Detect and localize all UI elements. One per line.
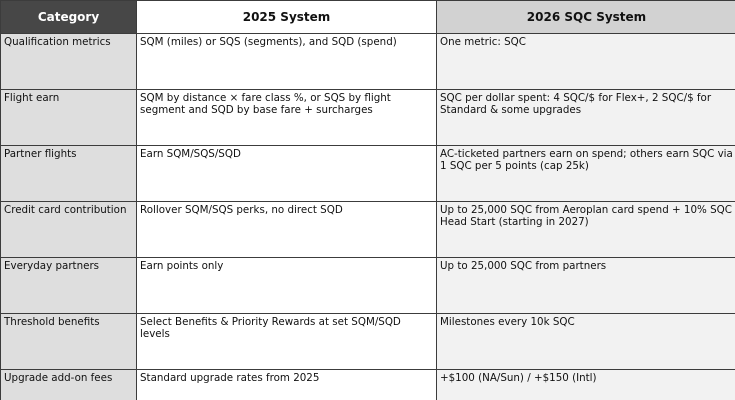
row-2026-value: Milestones every 10k SQC: [437, 314, 735, 370]
table-row: [1, 202, 735, 258]
row-category: Threshold benefits: [1, 314, 137, 370]
table-row: [1, 146, 735, 202]
table-row: [1, 258, 735, 314]
row-category: Credit card contribution: [1, 202, 137, 258]
header-2025-system: 2025 System: [137, 1, 437, 34]
row-category: Upgrade add-on fees: [1, 370, 137, 400]
row-2025-value: Earn SQM/SQS/SQD: [137, 146, 437, 202]
row-2025-value: SQM (miles) or SQS (segments), and SQD (spend): [137, 34, 437, 90]
table-row: [1, 34, 735, 90]
row-category: Partner flights: [1, 146, 137, 202]
row-2026-value: SQC per dollar spent: 4 SQC/$ for Flex+, 2 SQC/$ for Standard & some upgrades: [437, 90, 735, 146]
row-2026-value: One metric: SQC: [437, 34, 735, 90]
table-row: [1, 370, 735, 400]
row-2025-value: Rollover SQM/SQS perks, no direct SQD: [137, 202, 437, 258]
row-2026-value: Up to 25,000 SQC from partners: [437, 258, 735, 314]
row-2025-value: Select Benefits & Priority Rewards at set SQM/SQD levels: [137, 314, 437, 370]
table-row: [1, 90, 735, 146]
row-2025-value: Standard upgrade rates from 2025: [137, 370, 437, 400]
row-2026-value: Up to 25,000 SQC from Aeroplan card spend + 10% SQC Head Start (starting in 2027): [437, 202, 735, 258]
table-header-row: [1, 1, 735, 34]
row-category: Flight earn: [1, 90, 137, 146]
row-category: Qualification metrics: [1, 34, 137, 90]
row-2026-value: AC-ticketed partners earn on spend; others earn SQC via 1 SQC per 5 points (cap 25k): [437, 146, 735, 202]
header-category: Category: [1, 1, 137, 34]
row-category: Everyday partners: [1, 258, 137, 314]
row-2025-value: SQM by distance × fare class %, or SQS by flight segment and SQD by base fare + surcharges: [137, 90, 437, 146]
row-2026-value: +$100 (NA/Sun) / +$150 (Intl): [437, 370, 735, 400]
header-2026-sqc-system: 2026 SQC System: [437, 1, 735, 34]
table-row: [1, 314, 735, 370]
row-2025-value: Earn points only: [137, 258, 437, 314]
